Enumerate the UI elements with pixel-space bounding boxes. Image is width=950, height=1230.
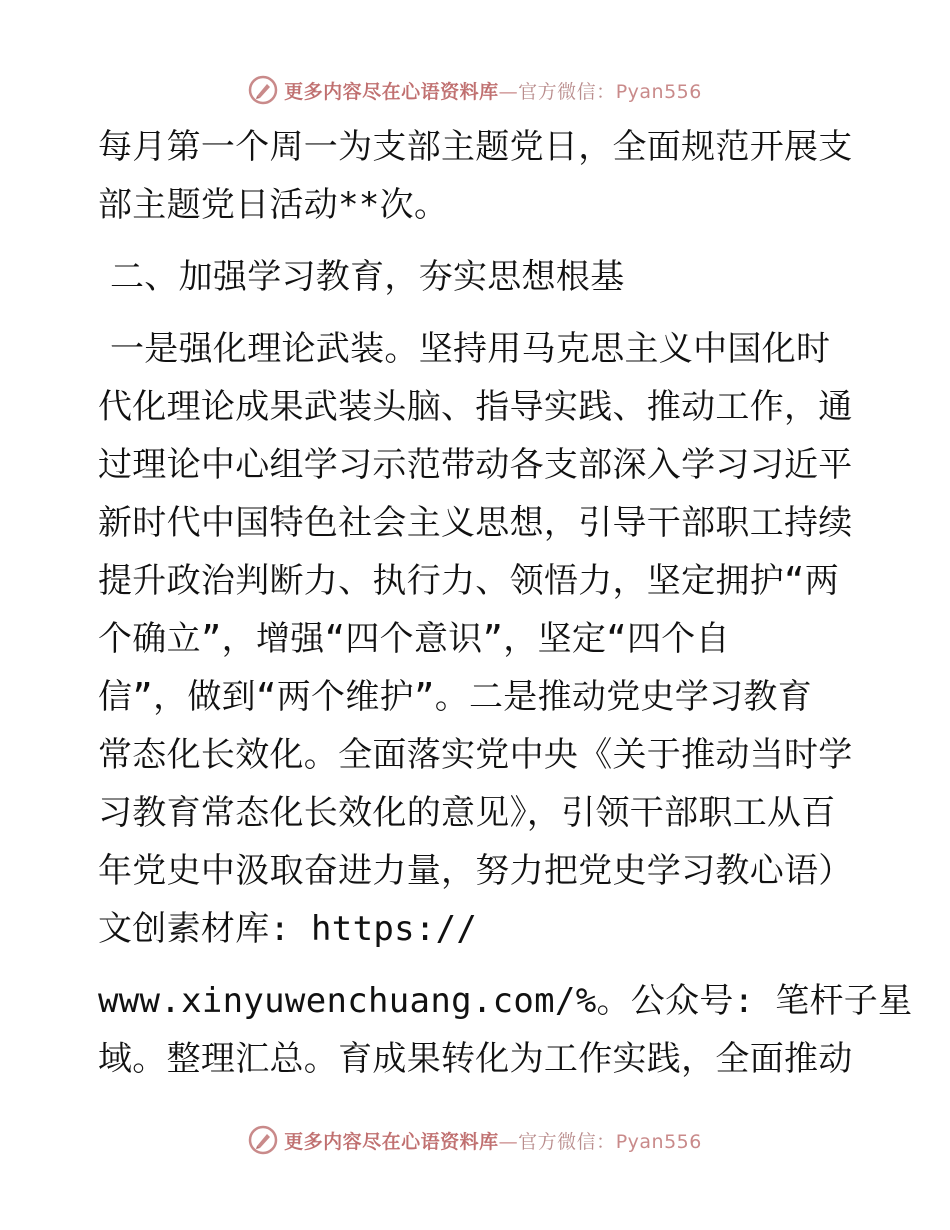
- body-line: 域。整理汇总。育成果转化为工作实践，全面推动: [98, 1039, 853, 1079]
- body-line: 文创素材库: https://: [98, 909, 478, 949]
- watermark-wechat-id: Pyan556: [615, 1130, 702, 1153]
- body-line: 过理论中心组学习示范带动各支部深入学习习近平: [98, 445, 853, 485]
- watermark-separator: —: [498, 1130, 519, 1153]
- body-line: www.xinyuwenchuang.com/%。公众号: 笔杆子星: [98, 981, 913, 1021]
- body-line: 代化理论成果武装头脑、指导实践、推动工作，通: [98, 387, 853, 427]
- body-line: 常态化长效化。全面落实党中央《关于推动当时学: [98, 735, 853, 775]
- watermark-wechat-label: 官方微信：: [518, 80, 616, 103]
- body-line: 部主题党日活动**次。: [98, 185, 449, 225]
- footer-watermark: [0, 1120, 950, 1160]
- watermark-wechat-id: Pyan556: [615, 80, 702, 103]
- body-line: 年党史中汲取奋进力量，努力把党史学习教心语）: [98, 851, 853, 891]
- header-watermark: [0, 70, 950, 110]
- watermark-text: [284, 77, 702, 104]
- watermark-text: [284, 1127, 702, 1154]
- pen-logo-icon: [248, 75, 278, 105]
- body-line: 信”，做到“两个维护”。二是推动党史学习教育: [98, 677, 813, 717]
- watermark-brand: 更多内容尽在心语资料库: [284, 80, 499, 103]
- body-line: 每月第一个周一为支部主题党日，全面规范开展支: [98, 127, 853, 167]
- body-line: 提升政治判断力、执行力、领悟力，坚定拥护“两: [98, 561, 840, 601]
- watermark-separator: —: [498, 80, 519, 103]
- watermark-wechat-label: 官方微信：: [518, 1130, 616, 1153]
- body-line: 习教育常态化长效化的意见》，引领干部职工从百: [98, 793, 836, 833]
- document-body: [98, 118, 913, 1088]
- body-line: 新时代中国特色社会主义思想，引导干部职工持续: [98, 503, 853, 543]
- body-line: 一是强化理论武装。坚持用马克思主义中国化时: [110, 329, 831, 369]
- watermark-brand: 更多内容尽在心语资料库: [284, 1130, 499, 1153]
- body-line: 个确立”，增强“四个意识”，坚定“四个自: [98, 619, 730, 659]
- pen-logo-icon: [248, 1125, 278, 1155]
- section-heading: 二、加强学习教育，夯实思想根基: [110, 257, 625, 297]
